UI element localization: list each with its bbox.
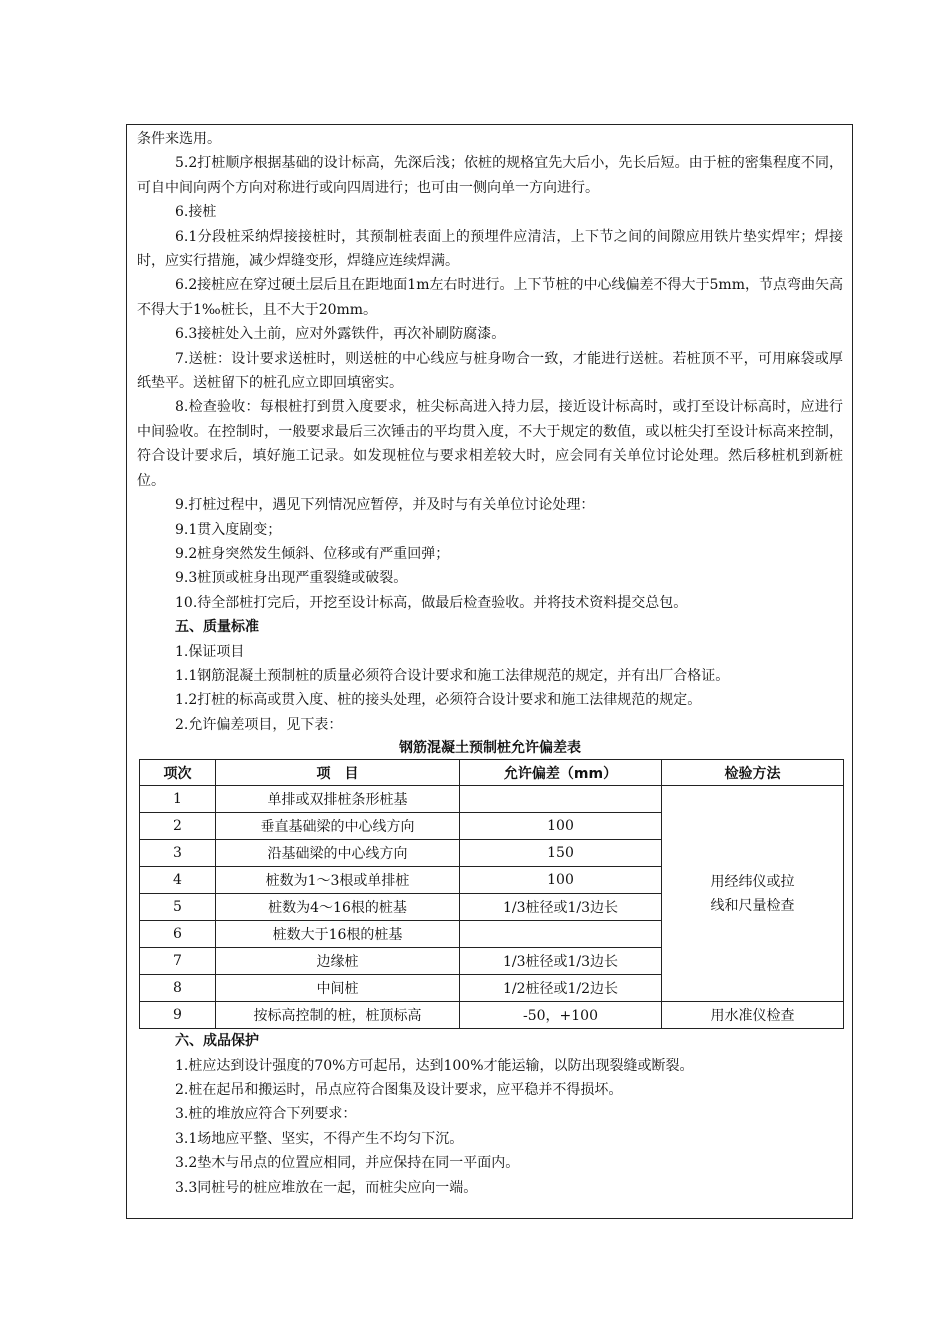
paragraph: 10.待全部桩打完后，开挖至设计标高，做最后检查验收。并将技术资料提交总包。 (175, 594, 688, 611)
tolerance-table (139, 759, 844, 1029)
cell-item: 中间桩 (216, 975, 460, 1002)
paragraph: 6.3接桩处入土前，应对外露铁件，再次补刷防腐漆。 (175, 326, 506, 343)
paragraph: 3.桩的堆放应符合下列要求： (175, 1106, 357, 1123)
cell-item: 沿基础梁的中心线方向 (216, 840, 460, 867)
paragraph: 3.3同桩号的桩应堆放在一起，而桩尖应向一端。 (175, 1179, 478, 1196)
paragraph: 6.1分段桩采纳焊接接桩时，其预制桩表面上的预埋件应清洁，上下节之间的间隙应用铁片垫实焊牢；焊接时，应实行措施，减少焊缝变形，焊缝应连续焊满。 (137, 228, 843, 270)
paragraph: 6.接桩 (175, 204, 217, 221)
cell-item: 垂直基础梁的中心线方向 (216, 813, 460, 840)
cell-no: 7 (140, 948, 216, 975)
table-header-row (140, 760, 844, 786)
document-content (137, 127, 843, 1200)
cell-item: 单排或双排桩条形桩基 (216, 786, 460, 813)
paragraph: 9.打桩过程中，遇见下列情况应暂停，并及时与有关单位讨论处理： (175, 497, 595, 514)
cell-tolerance: 1/2桩径或1/2边长 (460, 975, 662, 1002)
header-no: 项次 (140, 760, 216, 786)
cell-tolerance: 1/3桩径或1/3边长 (460, 894, 662, 921)
paragraph: 9.1贯入度剧变； (175, 521, 282, 538)
header-tolerance: 允许偏差（mm） (460, 760, 662, 786)
cell-no: 5 (140, 894, 216, 921)
cell-tolerance (460, 786, 662, 813)
paragraph: 9.2桩身突然发生倾斜、位移或有严重回弹； (175, 545, 450, 562)
cell-tolerance: -50，+100 (460, 1002, 662, 1029)
paragraph: 6.2接桩应在穿过硬土层后且在距地面1m左右时进行。上下节桩的中心线偏差不得大于5mm，节点弯曲矢高不得大于1‰桩长，且不大于20mm。 (137, 277, 843, 318)
paragraph: 2.桩在起吊和搬运时，吊点应符合图集及设计要求，应平稳并不得损坏。 (175, 1081, 623, 1098)
cell-tolerance: 100 (460, 813, 662, 840)
cell-no: 6 (140, 921, 216, 948)
table-row (140, 1002, 844, 1029)
paragraph: 7.送桩：设计要求送桩时，则送桩的中心线应与桩身吻合一致，才能进行送桩。若桩顶不平，可用麻袋或厚纸垫平。送桩留下的桩孔应立即回填密实。 (137, 350, 843, 392)
cell-method-merged (662, 786, 844, 1002)
paragraph: 3.1场地应平整、坚实，不得产生不均匀下沉。 (175, 1130, 464, 1147)
cell-item: 按标高控制的桩，桩顶标高 (216, 1002, 460, 1029)
paragraph: 5.2打桩顺序根据基础的设计标高，先深后浅；依桩的规格宜先大后小，先长后短。由于桩的密集程度不同，可自中间向两个方向对称进行或向四周进行；也可由一侧向单一方向进行。 (137, 155, 843, 196)
paragraph: 3.2垫木与吊点的位置应相同，并应保持在同一平面内。 (175, 1155, 520, 1172)
paragraph: 1.保证项目 (175, 643, 245, 660)
section-heading-quality: 五、质量标准 (175, 619, 259, 636)
paragraph: 9.3桩顶或桩身出现严重裂缝或破裂。 (175, 570, 408, 587)
section-heading-protection: 六、成品保护 (175, 1033, 259, 1050)
cell-item: 桩数为4～16根的桩基 (216, 894, 460, 921)
cell-tolerance: 1/3桩径或1/3边长 (460, 948, 662, 975)
paragraph: 条件来选用。 (137, 131, 221, 147)
cell-item: 桩数为1～3根或单排桩 (216, 867, 460, 894)
cell-item: 桩数大于16根的桩基 (216, 921, 460, 948)
cell-no: 3 (140, 840, 216, 867)
paragraph: 8.检查验收：每根桩打到贯入度要求，桩尖标高进入持力层，接近设计标高时，或打至设计标高时，应进行中间验收。在控制时，一般要求最后三次锤击的平均贯入度，不大于规定的数值，或以桩尖打至设计标高来控制，符合设计要求后，填好施工记录。如发现桩位与要求相差较大时，应会同有关单位讨论处理。然后移桩机到新桩位。 (137, 399, 843, 489)
cell-tolerance: 150 (460, 840, 662, 867)
table-title: 钢筋混凝土预制桩允许偏差表 (399, 740, 581, 757)
cell-item: 边缘桩 (216, 948, 460, 975)
cell-no: 9 (140, 1002, 216, 1029)
paragraph: 1.2打桩的标高或贯入度、桩的接头处理，必须符合设计要求和施工法律规范的规定。 (175, 692, 702, 709)
cell-no: 1 (140, 786, 216, 813)
cell-tolerance (460, 921, 662, 948)
cell-no: 8 (140, 975, 216, 1002)
paragraph: 1.1钢筋混凝土预制桩的质量必须符合设计要求和施工法律规范的规定，并有出厂合格证。 (175, 667, 730, 684)
cell-tolerance: 100 (460, 867, 662, 894)
table-row (140, 786, 844, 813)
cell-no: 4 (140, 867, 216, 894)
paragraph: 2.允许偏差项目，见下表： (175, 716, 343, 733)
document-frame (126, 124, 853, 1219)
cell-method: 用水准仪检查 (662, 1002, 844, 1029)
header-method: 检验方法 (662, 760, 844, 786)
header-item: 项 目 (216, 760, 460, 786)
paragraph: 1.桩应达到设计强度的70%方可起吊，达到100%才能运输，以防出现裂缝或断裂。 (175, 1057, 694, 1074)
method-line: 用经纬仪或拉 (710, 873, 795, 890)
cell-no: 2 (140, 813, 216, 840)
method-line: 线和尺量检查 (710, 897, 795, 914)
